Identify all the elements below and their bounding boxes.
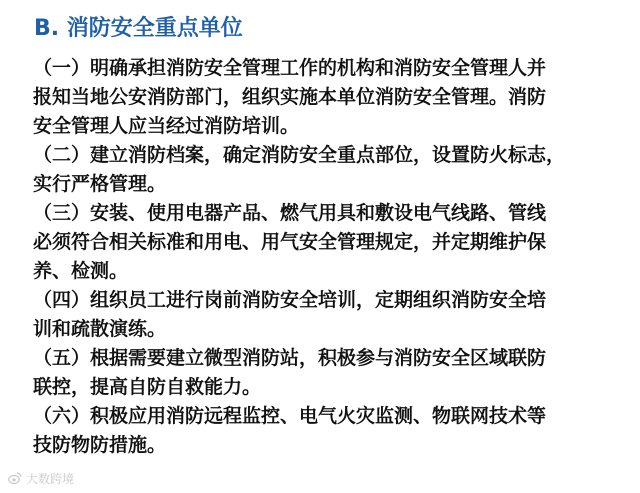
rule-line-1-2: 报知当地公安消防部门，组织实施本单位消防安全管理。消防 xyxy=(33,86,547,108)
rule-line-3-2: 必须符合相关标准和用电、用气安全管理规定，并定期维护保 xyxy=(33,231,547,253)
rule-line-5-1: （五）根据需要建立微型消防站，积极参与消防安全区域联防 xyxy=(33,347,547,369)
watermark-text: 大数跨境 xyxy=(26,471,75,486)
rule-line-3-3: 养、检测。 xyxy=(33,260,129,282)
rules-list xyxy=(33,54,613,460)
rule-line-6-1: （六）积极应用消防远程监控、电气火灾监测、物联网技术等 xyxy=(33,405,547,427)
weibo-logo-icon xyxy=(8,471,22,485)
rule-line-1-3: 安全管理人应当经过消防培训。 xyxy=(33,115,300,137)
rule-line-3-1: （三）安装、使用电器产品、燃气用具和敷设电气线路、管线 xyxy=(33,202,547,224)
page-title: B. 消防安全重点单位 xyxy=(34,16,243,41)
rule-line-1-1: （一）明确承担消防安全管理工作的机构和消防安全管理人并 xyxy=(33,57,547,79)
watermark xyxy=(8,469,74,487)
rule-line-6-2: 技防物防措施。 xyxy=(33,434,167,456)
rule-line-4-2: 训和疏散演练。 xyxy=(33,318,167,340)
rule-line-5-2: 联控，提高自防自救能力。 xyxy=(33,376,262,398)
rule-line-2-2: 实行严格管理。 xyxy=(33,173,167,195)
rule-line-2-1: （二）建立消防档案，确定消防安全重点部位，设置防火标志， xyxy=(33,144,566,166)
rule-line-4-1: （四）组织员工进行岗前消防安全培训，定期组织消防安全培 xyxy=(33,289,547,311)
